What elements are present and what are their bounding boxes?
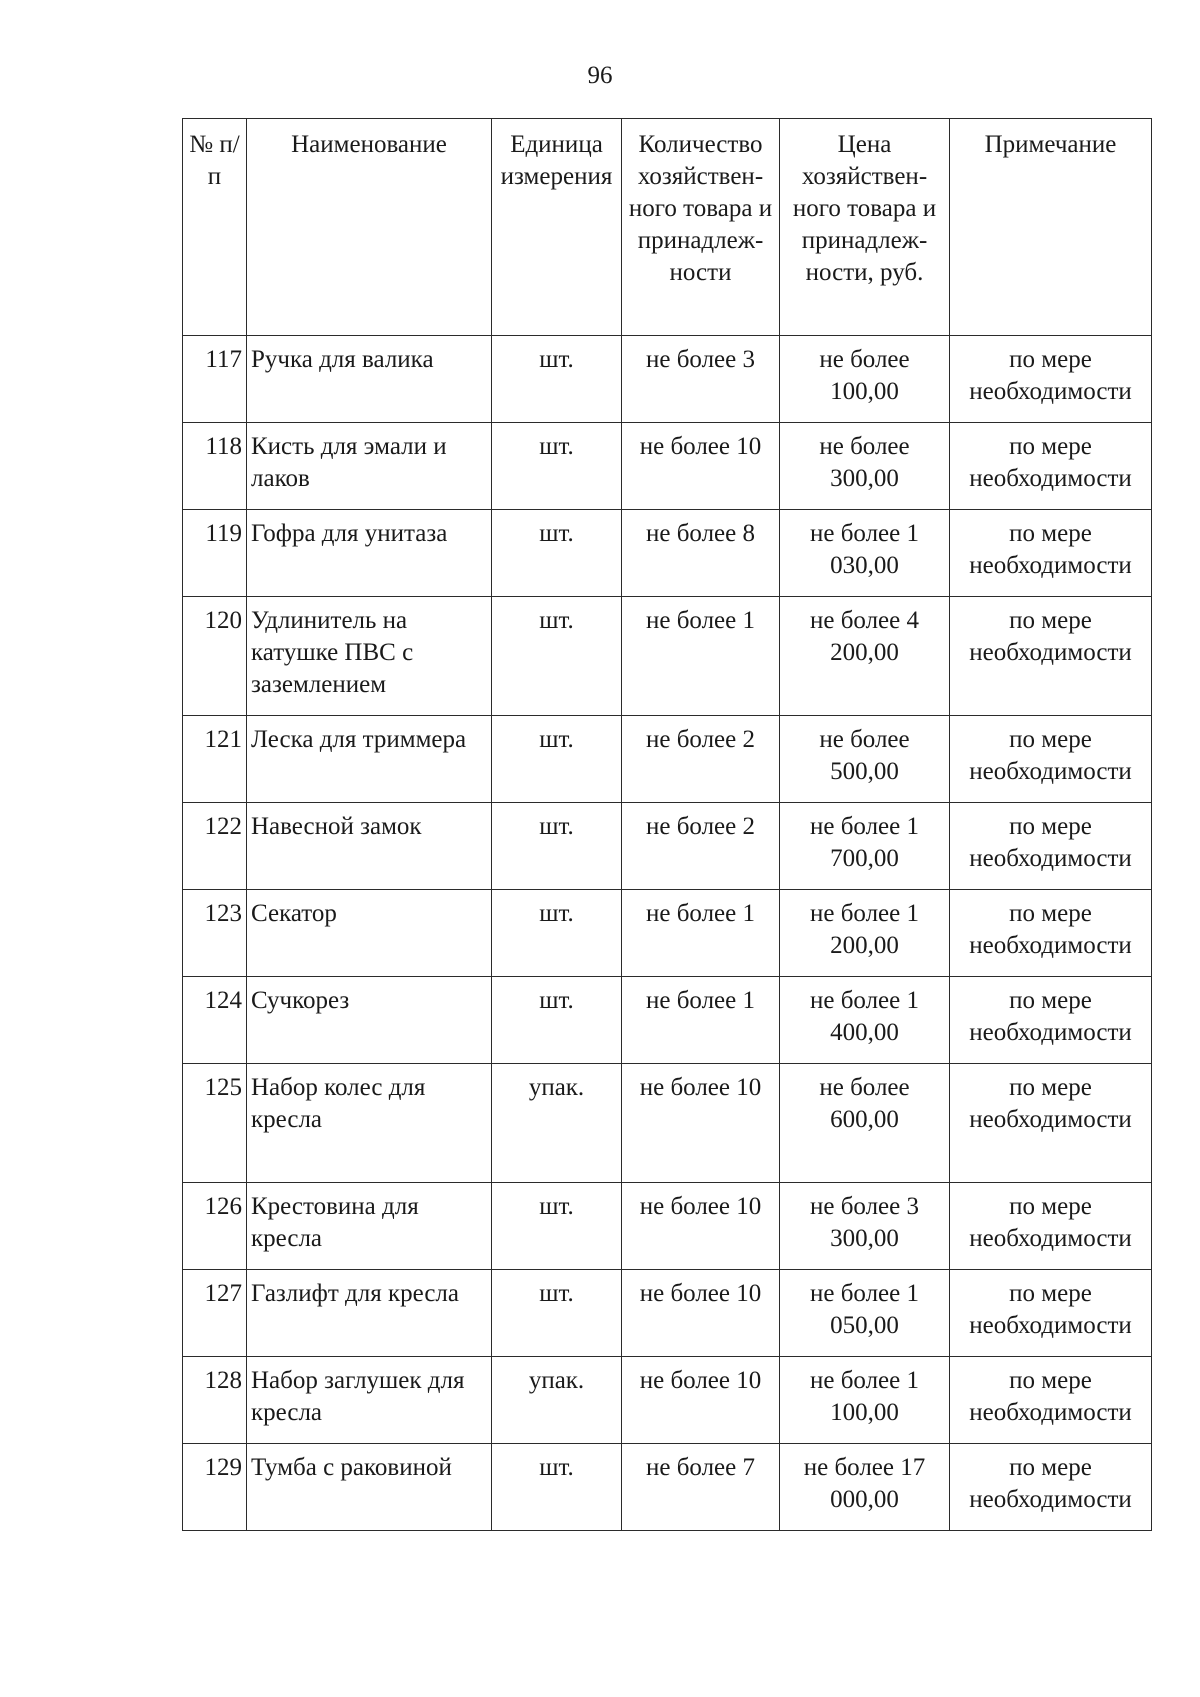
cell-unit: шт.: [492, 423, 622, 510]
cell-num: 117: [183, 336, 247, 423]
cell-price: не более 4 200,00: [780, 597, 950, 716]
cell-unit: шт.: [492, 510, 622, 597]
cell-name: Кисть для эмали и лаков: [247, 423, 492, 510]
cell-unit: шт.: [492, 597, 622, 716]
cell-name: Навесной замок: [247, 803, 492, 890]
page-number: 96: [587, 62, 613, 89]
table-row: [183, 1270, 1152, 1357]
cell-num: 123: [183, 890, 247, 977]
cell-note: по мере необходимости: [950, 803, 1152, 890]
cell-num: 124: [183, 977, 247, 1064]
table-row: [183, 1357, 1152, 1444]
cell-num: 128: [183, 1357, 247, 1444]
table-row: [183, 1183, 1152, 1270]
cell-qty: не более 10: [622, 1270, 780, 1357]
cell-qty: не более 1: [622, 890, 780, 977]
cell-qty: не более 10: [622, 1064, 780, 1183]
cell-qty: не более 2: [622, 803, 780, 890]
cell-note: по мере необходимости: [950, 977, 1152, 1064]
header-note: Примечание: [950, 119, 1152, 336]
cell-note: по мере необходимости: [950, 1357, 1152, 1444]
cell-unit: шт.: [492, 336, 622, 423]
cell-num: 119: [183, 510, 247, 597]
cell-note: по мере необходимости: [950, 1183, 1152, 1270]
cell-name: Тумба с раковиной: [247, 1444, 492, 1531]
cell-unit: шт.: [492, 716, 622, 803]
cell-note: по мере необходимости: [950, 510, 1152, 597]
cell-unit: упак.: [492, 1064, 622, 1183]
table-row: [183, 336, 1152, 423]
cell-num: 125: [183, 1064, 247, 1183]
cell-num: 122: [183, 803, 247, 890]
cell-price: не более 500,00: [780, 716, 950, 803]
cell-note: по мере необходимости: [950, 890, 1152, 977]
cell-note: по мере необходимости: [950, 1444, 1152, 1531]
cell-num: 121: [183, 716, 247, 803]
cell-price: не более 1 050,00: [780, 1270, 950, 1357]
cell-qty: не более 10: [622, 1357, 780, 1444]
table-row: [183, 890, 1152, 977]
cell-price: не более 1 700,00: [780, 803, 950, 890]
cell-price: не более 1 400,00: [780, 977, 950, 1064]
cell-note: по мере необходимости: [950, 1270, 1152, 1357]
cell-price: не более 1 200,00: [780, 890, 950, 977]
cell-note: по мере необходимости: [950, 423, 1152, 510]
table-row: [183, 510, 1152, 597]
items-table: [182, 118, 1152, 1531]
header-name: Наименование: [247, 119, 492, 336]
cell-price: не более 17 000,00: [780, 1444, 950, 1531]
cell-unit: шт.: [492, 890, 622, 977]
cell-unit: шт.: [492, 977, 622, 1064]
cell-note: по мере необходимости: [950, 336, 1152, 423]
cell-name: Секатор: [247, 890, 492, 977]
cell-qty: не более 2: [622, 716, 780, 803]
table-row: [183, 1444, 1152, 1531]
cell-unit: шт.: [492, 1444, 622, 1531]
cell-name: Леска для триммера: [247, 716, 492, 803]
cell-name: Газлифт для кресла: [247, 1270, 492, 1357]
cell-qty: не более 1: [622, 597, 780, 716]
cell-name: Ручка для валика: [247, 336, 492, 423]
table-header-row: [183, 119, 1152, 336]
cell-qty: не более 10: [622, 423, 780, 510]
cell-unit: упак.: [492, 1357, 622, 1444]
cell-num: 129: [183, 1444, 247, 1531]
cell-num: 118: [183, 423, 247, 510]
cell-price: не более 1 030,00: [780, 510, 950, 597]
table-row: [183, 423, 1152, 510]
cell-qty: не более 8: [622, 510, 780, 597]
cell-qty: не более 7: [622, 1444, 780, 1531]
cell-price: не более 300,00: [780, 423, 950, 510]
cell-name: Набор заглушек для кресла: [247, 1357, 492, 1444]
cell-num: 120: [183, 597, 247, 716]
cell-unit: шт.: [492, 803, 622, 890]
header-price: Цена хозяйствен-ного товара и принадлеж-ности, руб.: [780, 119, 950, 336]
table-row: [183, 977, 1152, 1064]
cell-price: не более 600,00: [780, 1064, 950, 1183]
header-unit: Единица измерения: [492, 119, 622, 336]
table-row: [183, 716, 1152, 803]
cell-num: 126: [183, 1183, 247, 1270]
table-row: [183, 1064, 1152, 1183]
cell-name: Сучкорез: [247, 977, 492, 1064]
cell-price: не более 1 100,00: [780, 1357, 950, 1444]
cell-qty: не более 3: [622, 336, 780, 423]
cell-unit: шт.: [492, 1270, 622, 1357]
table-row: [183, 803, 1152, 890]
cell-name: Удлинитель на катушке ПВС с заземлением: [247, 597, 492, 716]
cell-price: не более 100,00: [780, 336, 950, 423]
cell-name: Гофра для унитаза: [247, 510, 492, 597]
cell-qty: не более 1: [622, 977, 780, 1064]
cell-note: по мере необходимости: [950, 716, 1152, 803]
cell-name: Набор колес для кресла: [247, 1064, 492, 1183]
table-row: [183, 597, 1152, 716]
header-num: № п/п: [183, 119, 247, 336]
cell-note: по мере необходимости: [950, 1064, 1152, 1183]
cell-num: 127: [183, 1270, 247, 1357]
header-qty: Количество хозяйствен-ного товара и принадлеж-ности: [622, 119, 780, 336]
cell-unit: шт.: [492, 1183, 622, 1270]
cell-price: не более 3 300,00: [780, 1183, 950, 1270]
cell-note: по мере необходимости: [950, 597, 1152, 716]
cell-qty: не более 10: [622, 1183, 780, 1270]
cell-name: Крестовина для кресла: [247, 1183, 492, 1270]
